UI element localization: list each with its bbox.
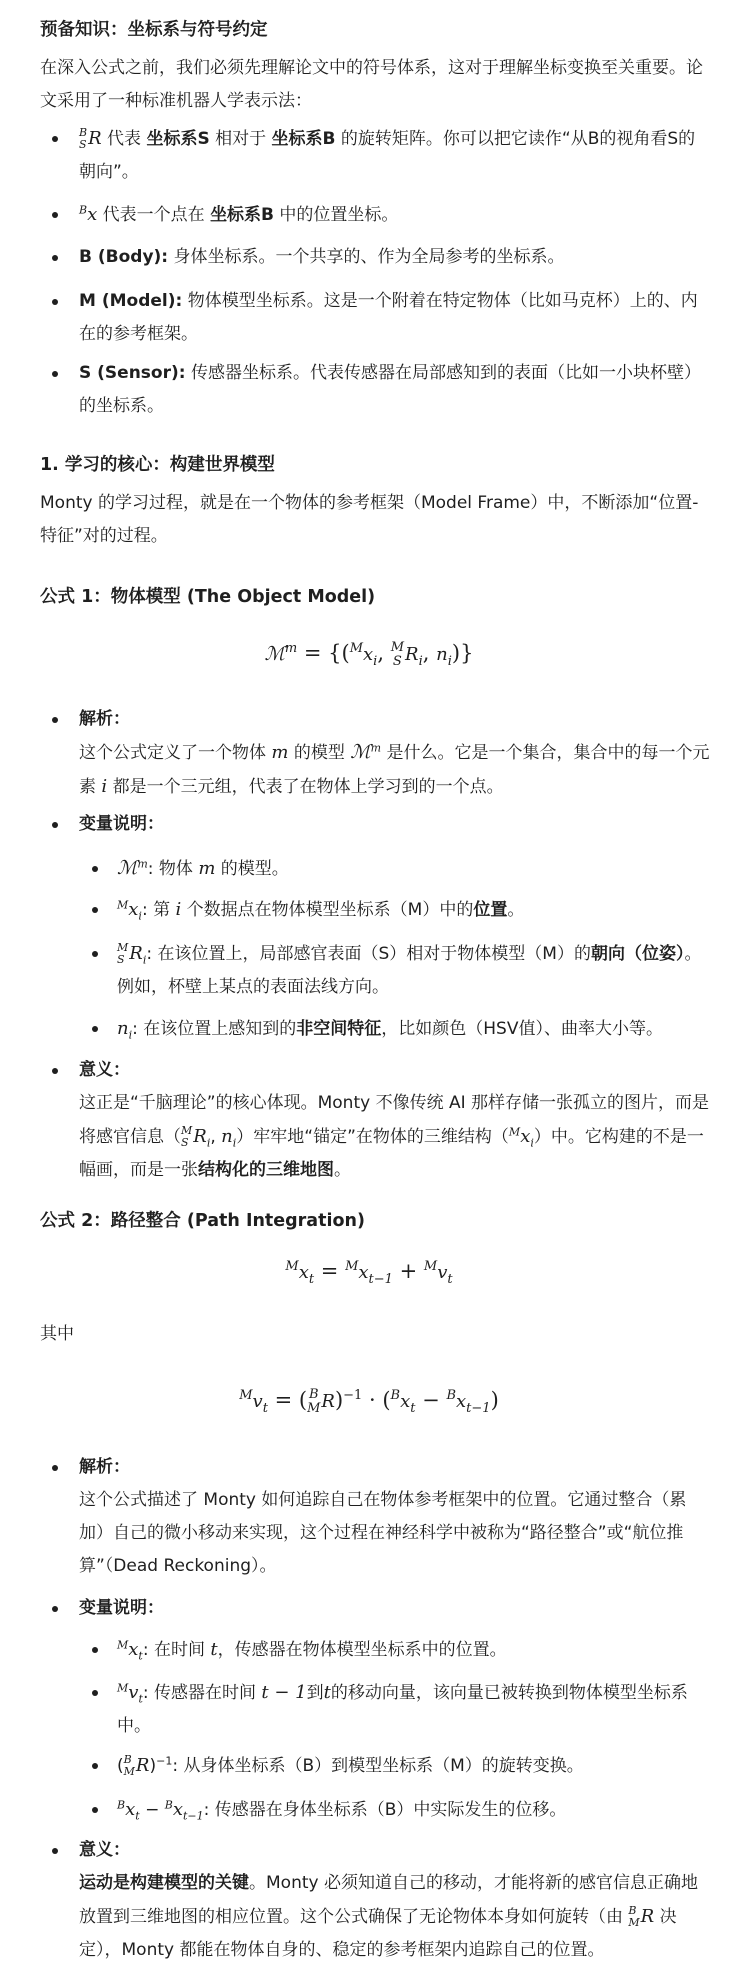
- list-item: $^Mx_i$: 第 i 个数据点在物体模型坐标系（M）中的位置。: [117, 893, 711, 927]
- list-item: [79, 1451, 711, 1583]
- prelim-intro: 在深入公式之前，我们必须先理解论文中的符号体系，这对于理解坐标变换至关重要。论文采用了一种标准机器人学表示法：: [40, 58, 703, 111]
- var-text: : 从身体坐标系（B）到模型坐标系（M）的旋转变换。: [172, 1756, 584, 1776]
- var-text: : 传感器在身体坐标系（B）中实际发生的位移。: [203, 1800, 567, 1820]
- bullet-icon: [52, 255, 58, 261]
- item-text: 相对于: [209, 129, 272, 149]
- analysis-text: 这个公式定义了一个物体: [79, 743, 272, 763]
- section1-intro: Monty 的学习过程，就是在一个物体的参考框架（Model Frame）中，不断添加“位置-特征”对的过程。: [40, 493, 699, 546]
- item-text: 传感器坐标系。代表传感器在局部感知到的表面（比如一小块杯壁）的坐标系。: [79, 363, 701, 416]
- math-var: m: [198, 858, 216, 879]
- var-bold: 朝向（位姿）: [590, 944, 685, 964]
- bullet-icon: [52, 717, 58, 723]
- var-text: 的移动向量，该向量已被转换到物体模型坐标系中。: [117, 1683, 688, 1736]
- formula2-sub-equation: $^Mv_t$ = ( B M $R)^{-1} \cdot (^Bx_t - ^Bx_{t-1})$: [239, 1386, 499, 1417]
- item-text: 代表: [101, 129, 147, 149]
- bullet-icon: [92, 1026, 98, 1032]
- math-var: i: [101, 776, 108, 797]
- meaning-text: 。Monty 必须知道自己的移动，才能将新的感官信息正确地放置到三维地图的相应位置。这个公式确保了无论物体本身如何旋转（由: [79, 1873, 698, 1927]
- list-item: 意义： 运动是构建模型的关键。Monty 必须知道自己的移动，才能将新的感官信息正确地放置到三维地图的相应位置。这个公式确保了无论物体本身如何旋转（由 B M R 决定），Monty 都能在物体自身的、稳定的参考框架内追踪自己的位置。: [79, 1834, 711, 1967]
- bullet-icon: [52, 1465, 58, 1471]
- item-text: 中的位置坐标。: [274, 205, 399, 225]
- item-bold: B (Body):: [79, 247, 169, 267]
- meaning-bold: 结构化的三维地图: [198, 1160, 334, 1180]
- bullet-icon: [92, 907, 98, 913]
- formula1-equation: ℳ$^m$ = {($^Mx_i$, M S $R_i$, $n_i$)}: [264, 639, 474, 670]
- item-bold: 坐标系B: [210, 205, 275, 225]
- math-var: t − 1: [261, 1682, 307, 1703]
- prelim-heading: 预备知识：坐标系与符号约定: [40, 20, 268, 40]
- item-text: 身体坐标系。一个共享的、作为全局参考的坐标系。: [168, 247, 565, 267]
- var-bold: 位置: [473, 900, 508, 920]
- list-item: [79, 241, 711, 274]
- math-symbol: R: [88, 128, 102, 149]
- list-item: ( B M R)$^{-1}$: 从身体坐标系（B）到模型坐标系（M）的旋转变换。: [117, 1749, 711, 1783]
- list-item: [79, 1592, 711, 1625]
- list-item: [79, 122, 711, 189]
- var-text: : 在该位置上，局部感官表面（S）相对于物体模型（M）的: [146, 944, 591, 964]
- var-text: 个数据点在物体模型坐标系（M）中的: [181, 900, 474, 920]
- list-item: $^B$x 代表一个点在 坐标系B 中的位置坐标。: [79, 198, 711, 232]
- list-item: [79, 808, 711, 841]
- bullet-icon: [52, 1848, 58, 1854]
- bullet-icon: [92, 1763, 98, 1769]
- item-bold: 坐标系S: [146, 129, 210, 149]
- bullet-icon: [52, 299, 58, 305]
- formula1-heading: 公式 1：物体模型 (The Object Model): [40, 587, 376, 607]
- var-text: ，比如颜色（HSV值）、曲率大小等。: [381, 1019, 663, 1039]
- list-item: [79, 285, 711, 351]
- analysis-text: 都是一个三元组，代表了在物体上学习到的一个点。: [107, 777, 504, 797]
- list-item: 解析： 这个公式定义了一个物体 m 的模型 ℳ$^m$ 是什么。它是一个集合，集合中的每一个元素 i 都是一个三元组，代表了在物体上学习到的一个点。: [79, 703, 711, 804]
- meaning-bold: 运动是构建模型的关键: [79, 1873, 249, 1893]
- bullet-icon: [52, 371, 58, 377]
- analysis-text: 这个公式描述了 Monty 如何追踪自己在物体参考框架中的位置。它通过整合（累加）自己的微小移动来实现，这个过程在神经科学中被称为“路径整合”或“航位推算”（Dead Reckoning）。: [79, 1490, 687, 1576]
- math-var: t: [323, 1682, 331, 1703]
- bullet-icon: [52, 1606, 58, 1612]
- where-label: 其中: [40, 1324, 74, 1344]
- list-item: 意义： 这正是“千脑理论”的核心体现。Monty 不像传统 AI 那样存储一张孤立的图片，而是将感官信息（ M S $R_i$, $n_i$）牢牢地“锚定”在物体的三维结构$(^Mx_i)$中。它构建的不是一幅画，而是一张结构化的三维地图。: [79, 1054, 711, 1187]
- list-item: $^Mx_t$: 在时间 t，传感器在物体模型坐标系中的位置。: [117, 1633, 711, 1667]
- item-text: 的旋转矩阵。你可以把它读作“从B的视角看S的朝向”。: [79, 129, 696, 182]
- math-var: i: [175, 899, 182, 920]
- math-prefix: B S: [79, 126, 88, 151]
- bullet-icon: [52, 1068, 58, 1074]
- var-text: 。: [507, 900, 525, 920]
- meaning-text: 。: [334, 1160, 351, 1180]
- meaning-text: 决定），Monty 都能在物体自身的、稳定的参考框架内追踪自己的位置。: [79, 1907, 677, 1960]
- meaning-text: 这正是“千脑理论”的核心体现。Monty 不像传统 AI 那样存储一张孤立的图片，而是将感官信息（: [79, 1093, 710, 1147]
- math-var: t: [210, 1639, 218, 1660]
- var-text: : 第: [141, 900, 176, 920]
- math-symbol: x: [87, 204, 98, 225]
- list-item: M S $R_i$: 在该位置上，局部感官表面（S）相对于物体模型（M）的朝向（位姿）。例如，杯壁上某点的表面法线方向。: [117, 937, 711, 1004]
- bullet-icon: [92, 1807, 98, 1813]
- analysis-text: 是什么。它是一个集合，集合中的每一个元素: [79, 743, 710, 797]
- item-text: 物体模型坐标系。这是一个附着在特定物体（比如马克杯）上的、内在的参考框架。: [79, 291, 698, 344]
- bullet-icon: [52, 136, 58, 142]
- formula2-heading: 公式 2：路径整合 (Path Integration): [40, 1211, 365, 1231]
- meaning-text: ）牢牢地“锚定”在物体的三维结构（: [236, 1127, 509, 1147]
- analysis-label: 解析：: [79, 709, 130, 729]
- list-item: ℳ$^m$: 物体 m 的模型。: [117, 852, 711, 886]
- var-text: : 在时间: [142, 1640, 211, 1660]
- var-text: : 物体: [147, 859, 199, 879]
- var-text: 的模型。: [215, 859, 289, 879]
- vars-label: 变量说明：: [79, 1598, 164, 1618]
- list-item: $^Bx_t - ^Bx_{t-1}$: 传感器在身体坐标系（B）中实际发生的位移。: [117, 1793, 711, 1827]
- var-text: ，传感器在物体模型坐标系中的位置。: [217, 1640, 507, 1660]
- bullet-icon: [92, 1690, 98, 1696]
- analysis-label: 解析：: [79, 1457, 130, 1477]
- item-bold: M (Model):: [79, 291, 183, 311]
- section1-heading: 1. 学习的核心：构建世界模型: [40, 455, 275, 475]
- bullet-icon: [92, 1647, 98, 1653]
- meaning-label: 意义：: [79, 1060, 130, 1080]
- item-text: 代表一个点在: [97, 205, 211, 225]
- bullet-icon: [92, 866, 98, 872]
- item-bold: S (Sensor):: [79, 363, 186, 383]
- meaning-text: ）中。它构建的不是一幅画，而是一张: [79, 1127, 704, 1180]
- bullet-icon: [52, 822, 58, 828]
- list-item: $^Mv_t$: 传感器在时间 t − 1到t的移动向量，该向量已被转换到物体模型坐标系中。: [117, 1676, 711, 1743]
- vars-label: 变量说明：: [79, 814, 164, 834]
- var-text: : 传感器在时间: [142, 1683, 262, 1703]
- list-item: $n_i$: 在该位置上感知到的非空间特征，比如颜色（HSV值）、曲率大小等。: [117, 1012, 711, 1046]
- var-text: 到: [306, 1683, 324, 1703]
- bullet-icon: [92, 951, 98, 957]
- analysis-text: 的模型: [288, 743, 351, 763]
- meaning-label: 意义：: [79, 1840, 130, 1860]
- math-var: m: [271, 742, 289, 763]
- list-item: [79, 357, 711, 423]
- bullet-icon: [52, 212, 58, 218]
- var-bold: 非空间特征: [296, 1019, 382, 1039]
- var-text: 。例如，杯壁上某点的表面法线方向。: [117, 944, 702, 997]
- var-text: : 在该位置上感知到的: [132, 1019, 297, 1039]
- formula2-equation: $^Mx_t = ^Mx_{t-1} + ^Mv_t$: [285, 1259, 453, 1288]
- item-bold: 坐标系B: [271, 129, 336, 149]
